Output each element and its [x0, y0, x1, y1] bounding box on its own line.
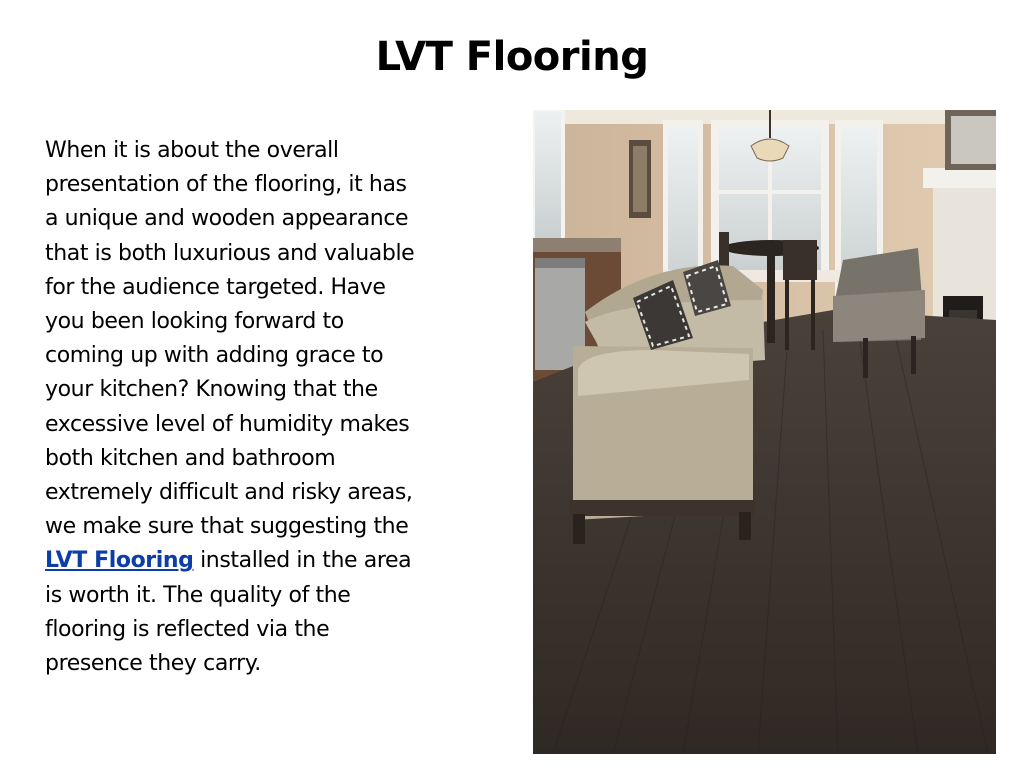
- lvt-flooring-link[interactable]: LVT Flooring: [45, 548, 194, 574]
- room-illustration: [533, 110, 996, 754]
- paragraph-text-before-link: When it is about the overall presentation of the flooring, it has a unique and wooden appearance that is both luxurious and valuable for the audience targeted. Have you been looking forward to coming up with adding grace to your kitchen? Knowing that the excessive level of humidity makes both kitchen and bathroom extremely difficult and risky areas, we make sure that suggesting the: [45, 138, 415, 540]
- room-photo: [533, 110, 996, 754]
- body-paragraph: [45, 134, 425, 681]
- page-title: LVT Flooring: [375, 34, 649, 80]
- paragraph-text-after-link: installed in the area is worth it. The quality of the flooring is reflected via the presence they carry.: [45, 548, 412, 677]
